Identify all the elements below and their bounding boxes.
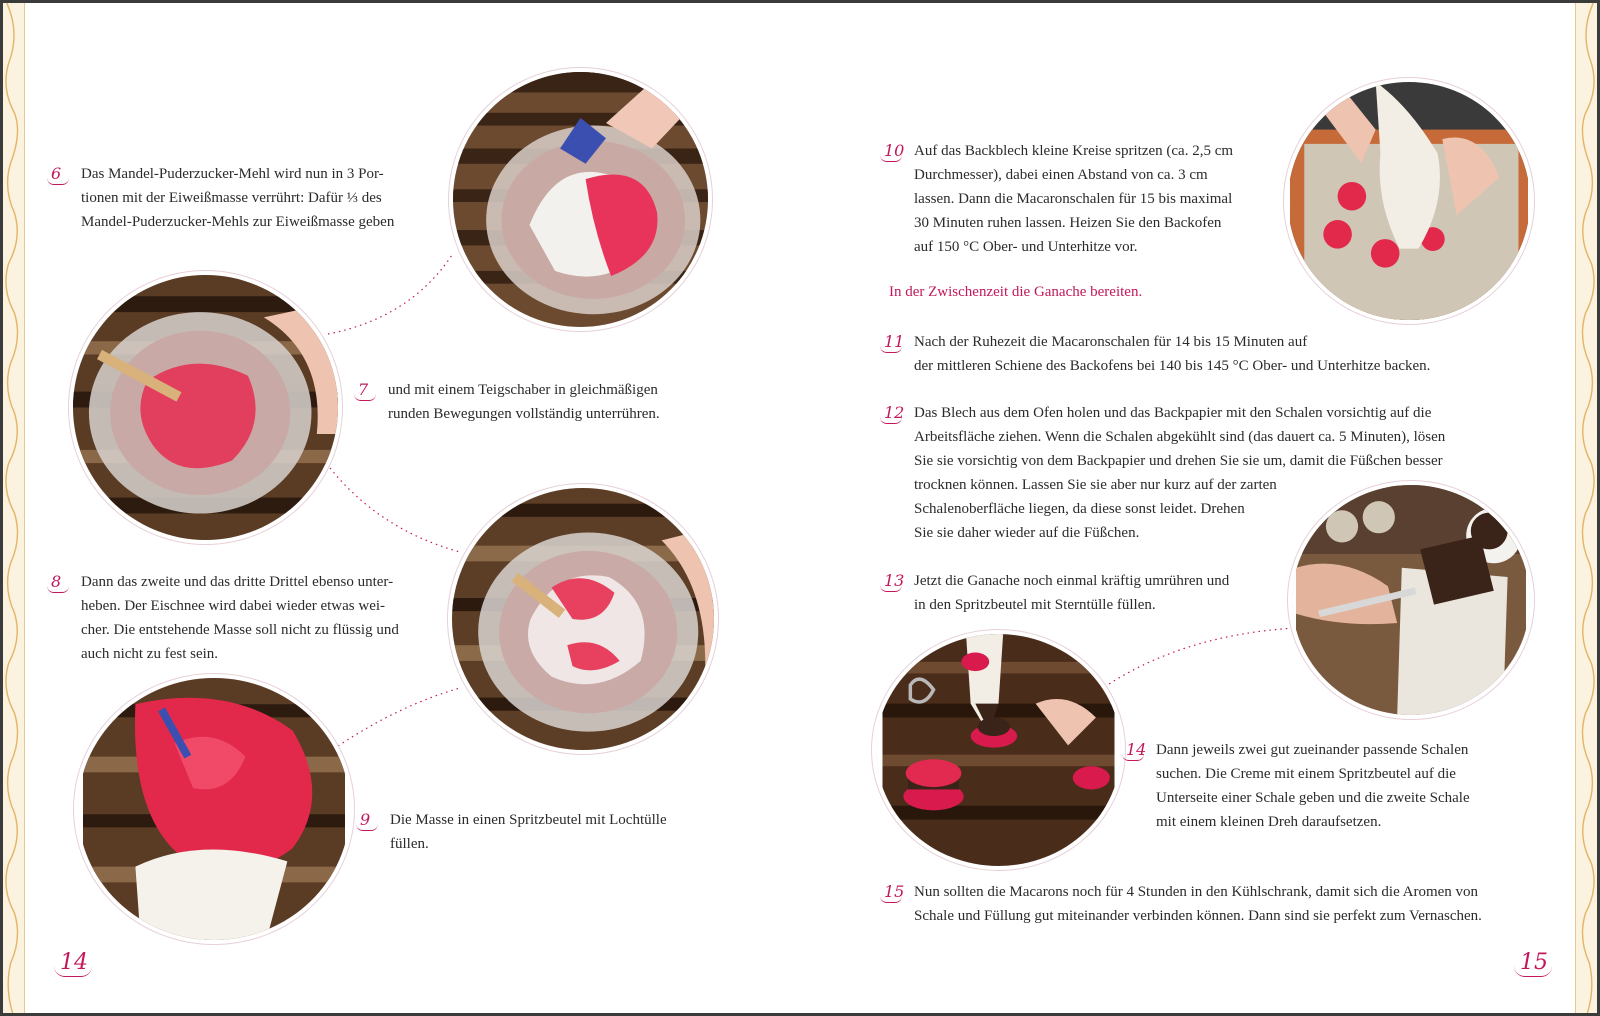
ganache-note: In der Zwischenzeit die Ganache bereiten. <box>889 284 1143 300</box>
step-13: 13 Jetzt die Ganache noch einmal kräftig umrühren und in den Spritzbeutel mit Sterntülle füllen. <box>884 571 1230 613</box>
photo-step-10-piping-circles <box>1288 82 1530 320</box>
step-number: 7 <box>358 378 368 402</box>
step-number: 9 <box>360 808 370 832</box>
step-11: 11 Nach der Ruhezeit die Macaronschalen für 14 bis 15 Minuten auf der mittleren Schiene des Backofens bei 140 bis 145 °C Ober- und Unterhitze backen. <box>884 332 1431 374</box>
step-9: 9 Die Masse in einen Spritzbeutel mit Lochtülle füllen. <box>360 810 667 852</box>
photo-step-9-piping-bag <box>78 678 350 940</box>
step-number: 8 <box>51 570 61 594</box>
step-number: 10 <box>884 139 904 163</box>
step-7: 7 und mit einem Teigschaber in gleichmäßigen runden Bewegungen vollständig unterrühren. <box>358 380 660 422</box>
step-number: 6 <box>51 162 61 186</box>
step-10: 10 Auf das Backblech kleine Kreise spritzen (ca. 2,5 cm Durchmesser), dabei einen Abstand von ca. 3 cm lassen. Dann die Macaronschalen für 15 bis maximal 30 Minuten ruhen lassen. Heizen Sie den Backofen auf 150 °C Ober- und Unterhitze vor. <box>884 141 1234 255</box>
page-number-left: 14 <box>60 950 88 975</box>
right-ornament-border <box>1575 3 1597 1013</box>
step-number: 12 <box>884 401 904 425</box>
step-6: 6 Das Mandel-Puderzucker-Mehl wird nun in 3 Por- tionen mit der Eiweißmasse verrührt: Dafür ⅓ des Mandel-Puderzucker-Mehls zur Eiweißmasse geben <box>51 164 395 230</box>
step-12: 12 Das Blech aus dem Ofen holen und das Backpapier mit den Schalen vorsichtig auf die Arbeitsfläche ziehen. Wenn die Schalen abgekühlt sind (das dauert ca. 5 Minuten), lösen Sie sie vorsichtig von dem Backpapier und drehen Sie sie um, damit die Füßchen besser trocknen können. Lassen Sie sie aber nur kurz auf der zarten Schalenoberfläche liegen, da diese sonst leidet. Drehen Sie sie daher wieder auf die Füßchen. <box>884 403 1446 541</box>
photo-step-14-filling-shells <box>876 634 1121 866</box>
page-number-right: 15 <box>1520 950 1548 975</box>
step-number: 14 <box>1126 738 1146 762</box>
step-14: 14 Dann jeweils zwei gut zueinander passende Schalen suchen. Die Creme mit einem Spritzbeutel auf die Unterseite einer Schale geben und die zweite Schale mit einem kleinen Dreh daraufsetzen. <box>1126 740 1470 830</box>
photo-step-7-mixing <box>73 275 338 540</box>
photo-step-8-folding <box>452 488 714 750</box>
step-15: 15 Nun sollten die Macarons noch für 4 Stunden in den Kühlschrank, damit sich die Aromen von Schale und Füllung gut miteinander verbinden können. Dann sind sie perfekt zum Vernaschen. <box>884 882 1482 924</box>
step-number: 11 <box>884 330 904 354</box>
photo-step-6-bowl-flour <box>453 72 708 327</box>
left-ornament-border <box>3 3 25 1013</box>
step-8: 8 Dann das zweite und das dritte Drittel ebenso unter- heben. Der Eischnee wird dabei wieder etwas wei- cher. Die entstehende Masse soll nicht zu flüssig und auch nicht zu fest sein. <box>51 572 399 662</box>
step-number: 13 <box>884 569 904 593</box>
step-number: 15 <box>884 880 904 904</box>
